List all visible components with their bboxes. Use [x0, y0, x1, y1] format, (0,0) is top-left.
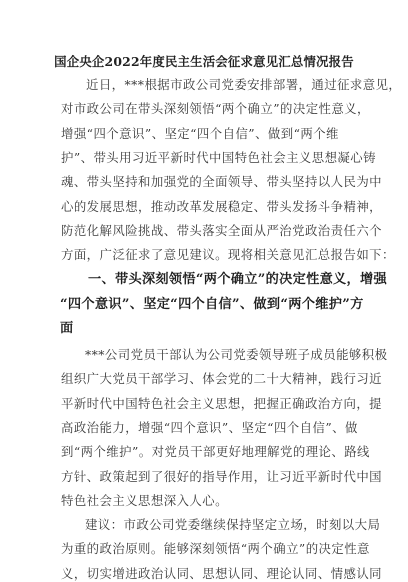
suggestion-line: 为重的政治原则。能够深刻领悟“两个确立”的决定性意: [61, 541, 370, 557]
intro-line: 对市政公司在带头深刻领悟“两个确立”的决定性意义，: [61, 101, 370, 117]
suggestion-line: 建议：市政公司党委继续保持坚定立场，时刻以大局: [85, 517, 381, 532]
section-heading-line: “四个意识”、坚定“四个自信”、做到“两个维护”方: [60, 296, 364, 312]
document-title: 国企央企2022年度民主生活会征求意见汇总情况报告: [54, 54, 354, 69]
opinion-line: 组织广大党员干部学习、体会党的二十大精神，践行习近: [61, 371, 383, 387]
opinion-line: ***公司党员干部认为公司党委领导班子成员能够积极: [85, 347, 388, 362]
section-heading-line: 面: [60, 321, 74, 336]
suggestion-line: 义，切实增进政治认同、思想认同、理论认同、情感认同: [61, 565, 383, 581]
intro-line: 近日，***根据市政公司党委安排部署，通过征求意见，: [86, 77, 402, 92]
opinion-line: 特色社会主义思想深入人心。: [61, 492, 228, 508]
intro-line: 增强“四个意识”、坚定“四个自信”、做到“两个维: [61, 125, 339, 141]
section-heading-line: 一、带头深刻领悟“两个确立”的决定性意义，增强: [88, 272, 388, 287]
intro-line: 方面，广泛征求了意见建议。现将相关意见汇总报告如下：: [61, 247, 395, 263]
opinion-line: 平新时代中国特色社会主义思想，把握正确政治方向，提: [61, 395, 383, 411]
intro-line: 魂、带头坚持和加强党的全面领导、带头坚持以人民为中: [61, 174, 383, 190]
opinion-line: 高政治能力，增强“四个意识”、坚定“四个自信”、做: [61, 419, 358, 435]
opinion-line: 方针、政策起到了很好的指导作用，让习近平新时代中国: [61, 468, 383, 484]
intro-line: 护”、带头用习近平新时代中国特色社会主义思想凝心铸: [61, 149, 376, 165]
opinion-line: 到“两个维护”。对党员干部更好地理解党的理论、路线: [61, 444, 370, 460]
intro-line: 心的发展思想，推动改革发展稳定、带头发扬斗争精神，: [61, 198, 383, 214]
intro-line: 防范化解风险挑战、带头落实全面从严治党政治责任六个: [61, 222, 383, 238]
